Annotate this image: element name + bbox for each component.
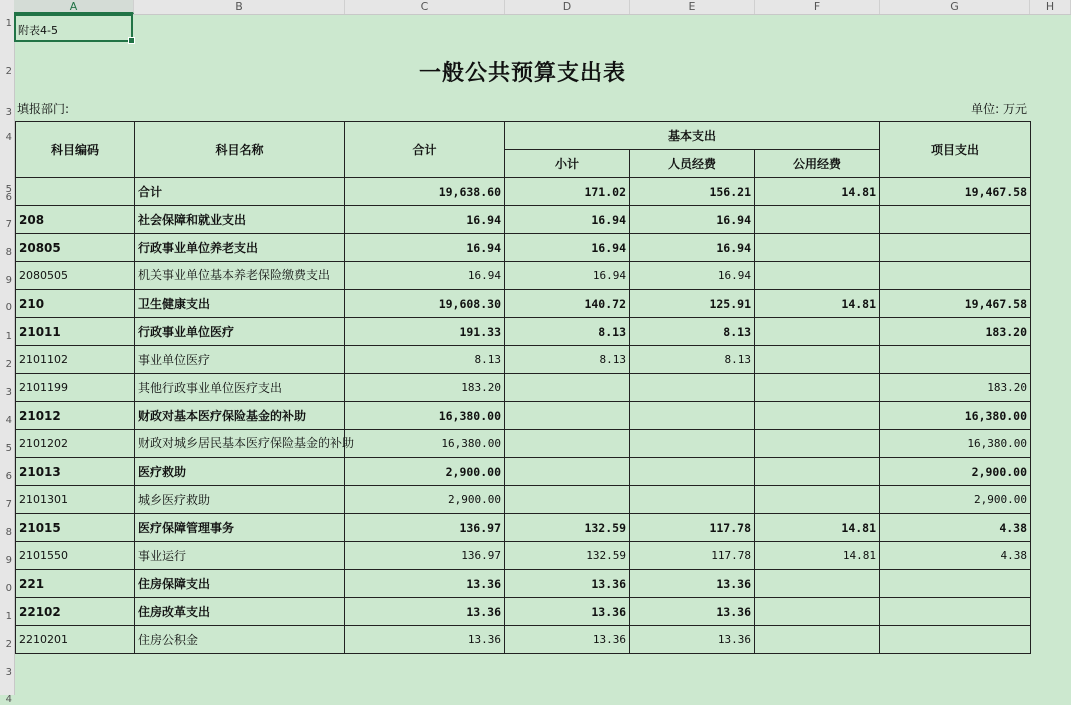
cell-personnel[interactable]: 8.13 [630,318,755,346]
cell-personnel[interactable] [630,458,755,486]
column-header-b[interactable]: B [134,0,345,14]
cell-code[interactable]: 2101301 [16,486,135,514]
table-row [16,346,1031,374]
table-row [16,486,1031,514]
cell-total[interactable]: 16.94 [345,206,505,234]
cell-name[interactable]: 事业单位医疗 [135,346,345,374]
header-public[interactable]: 公用经费 [755,150,880,178]
header-project[interactable]: 项目支出 [880,122,1031,178]
budget-table [15,121,1031,654]
cell-code[interactable]: 2101550 [16,542,135,570]
cell-name[interactable]: 财政对城乡居民基本医疗保险基金的补助 [135,430,345,458]
cell-public[interactable] [755,206,880,234]
column-header-a[interactable]: A [14,0,134,14]
row-header-bar [0,14,15,705]
cell-project[interactable]: 183.20 [880,374,1031,402]
cell-personnel[interactable]: 117.78 [630,514,755,542]
row-header-23[interactable]: 3 [5,667,12,678]
cell-name[interactable]: 行政事业单位医疗 [135,318,345,346]
cell-total[interactable]: 136.97 [345,514,505,542]
cell-total[interactable]: 191.33 [345,318,505,346]
cell-subtotal[interactable]: 13.36 [505,598,630,626]
cell-subtotal[interactable]: 13.36 [505,570,630,598]
header-subtotal[interactable]: 小计 [505,150,630,178]
cell-total[interactable]: 19,608.30 [345,290,505,318]
table-row [16,290,1031,318]
cell-personnel[interactable]: 156.21 [630,178,755,206]
cell-project[interactable]: 183.20 [880,318,1031,346]
cell-code[interactable]: 2080505 [16,262,135,290]
cell-personnel[interactable]: 16.94 [630,262,755,290]
cell-name[interactable]: 住房改革支出 [135,598,345,626]
cell-public[interactable]: 14.81 [755,178,880,206]
cell-name[interactable]: 住房公积金 [135,626,345,654]
table-row [16,542,1031,570]
cell-public[interactable] [755,458,880,486]
cell-code[interactable]: 2101202 [16,430,135,458]
cell-personnel[interactable]: 16.94 [630,234,755,262]
cell-project[interactable]: 4.38 [880,514,1031,542]
cell-project[interactable] [880,262,1031,290]
cell-code[interactable] [16,178,135,206]
row-header-7[interactable]: 7 [5,219,12,230]
cell-subtotal[interactable]: 8.13 [505,318,630,346]
cell-subtotal[interactable]: 132.59 [505,542,630,570]
cell-public[interactable]: 14.81 [755,542,880,570]
cell-total[interactable]: 16,380.00 [345,430,505,458]
header-code[interactable]: 科目编码 [16,122,135,178]
cell-project[interactable]: 2,900.00 [880,486,1031,514]
cell-total[interactable]: 2,900.00 [345,458,505,486]
cell-code[interactable]: 21015 [16,514,135,542]
cell-project[interactable] [880,626,1031,654]
cell-name[interactable]: 行政事业单位养老支出 [135,234,345,262]
cell-code[interactable]: 21011 [16,318,135,346]
cell-total[interactable]: 16,380.00 [345,402,505,430]
cell-personnel[interactable] [630,486,755,514]
row-header-12[interactable]: 2 [5,359,12,370]
column-header-d[interactable]: D [505,0,630,14]
cell-public[interactable] [755,374,880,402]
table-row [16,570,1031,598]
column-header-e[interactable]: E [630,0,755,14]
cell-personnel[interactable]: 13.36 [630,570,755,598]
header-total[interactable]: 合计 [345,122,505,178]
cell-total[interactable]: 13.36 [345,570,505,598]
cell-name[interactable]: 医疗保障管理事务 [135,514,345,542]
cell-name[interactable]: 其他行政事业单位医疗支出 [135,374,345,402]
row-header-24[interactable]: 4 [5,694,12,705]
cell-total[interactable]: 8.13 [345,346,505,374]
column-header-c[interactable]: C [345,0,505,14]
row-header-14[interactable]: 4 [5,415,12,426]
cell-subtotal[interactable]: 13.36 [505,626,630,654]
cell-code[interactable]: 2101102 [16,346,135,374]
cell-total[interactable]: 19,638.60 [345,178,505,206]
cell-subtotal[interactable]: 140.72 [505,290,630,318]
row-header-18[interactable]: 8 [5,527,12,538]
cell-name[interactable]: 城乡医疗救助 [135,486,345,514]
cell-name[interactable]: 事业运行 [135,542,345,570]
cell-public[interactable] [755,570,880,598]
cell-total[interactable]: 183.20 [345,374,505,402]
row-header-1[interactable]: 1 [5,18,12,29]
cell-subtotal[interactable]: 16.94 [505,206,630,234]
cell-total[interactable]: 136.97 [345,542,505,570]
cell-subtotal[interactable]: 8.13 [505,346,630,374]
row-header-21[interactable]: 1 [5,611,12,622]
row-header-15[interactable]: 5 [5,443,12,454]
cell-code[interactable]: 20805 [16,234,135,262]
row-header-20[interactable]: 0 [5,583,12,594]
cell-code[interactable]: 2101199 [16,374,135,402]
cell-subtotal[interactable] [505,430,630,458]
cell-total[interactable]: 16.94 [345,234,505,262]
cell-project[interactable]: 16,380.00 [880,402,1031,430]
cell-personnel[interactable] [630,430,755,458]
column-header-f[interactable]: F [755,0,880,14]
cell-public[interactable] [755,598,880,626]
table-row [16,374,1031,402]
cell-subtotal[interactable]: 171.02 [505,178,630,206]
cell-public[interactable] [755,318,880,346]
fill-handle[interactable] [128,37,135,44]
cell-subtotal[interactable]: 132.59 [505,514,630,542]
cell-subtotal[interactable]: 16.94 [505,262,630,290]
table-row [16,458,1031,486]
cell-project[interactable] [880,234,1031,262]
column-header-g[interactable]: G [880,0,1030,14]
header-personnel[interactable]: 人员经费 [630,150,755,178]
row-header-6[interactable]: 6 [5,192,12,203]
cell-public[interactable] [755,430,880,458]
row-header-8[interactable]: 8 [5,247,12,258]
cell-name[interactable]: 合计 [135,178,345,206]
cell-project[interactable]: 19,467.58 [880,290,1031,318]
sheet-title: 一般公共预算支出表 [418,60,626,86]
cell-code[interactable]: 22102 [16,598,135,626]
cell-name[interactable]: 财政对基本医疗保险基金的补助 [135,402,345,430]
row-header-17[interactable]: 7 [5,499,12,510]
row-header-13[interactable]: 3 [5,387,12,398]
cell-total[interactable]: 13.36 [345,598,505,626]
row-header-11[interactable]: 1 [5,331,12,342]
table-row [16,402,1031,430]
cell-personnel[interactable]: 117.78 [630,542,755,570]
table-row [16,430,1031,458]
dept-label: 填报部门: [17,102,70,116]
cell-project[interactable] [880,570,1031,598]
table-row [16,514,1031,542]
cell-total[interactable]: 13.36 [345,626,505,654]
cell-project[interactable]: 19,467.58 [880,178,1031,206]
cell-project[interactable]: 16,380.00 [880,430,1031,458]
cell-public[interactable] [755,234,880,262]
table-row [16,234,1031,262]
cell-name[interactable]: 医疗救助 [135,458,345,486]
cell-code[interactable]: 221 [16,570,135,598]
cell-name[interactable]: 机关事业单位基本养老保险缴费支出 [135,262,345,290]
cell-project[interactable] [880,206,1031,234]
cell-public[interactable] [755,402,880,430]
column-header-bar [0,0,1071,15]
row-header-10[interactable]: 0 [5,302,12,313]
cell-personnel[interactable]: 13.36 [630,626,755,654]
cell-total[interactable]: 2,900.00 [345,486,505,514]
row-header-5[interactable]: 5 [5,184,12,195]
row-header-19[interactable]: 9 [5,555,12,566]
cell-total[interactable]: 16.94 [345,262,505,290]
cell-public[interactable] [755,486,880,514]
cell-subtotal[interactable] [505,374,630,402]
row-header-22[interactable]: 2 [5,639,12,650]
cell-project[interactable]: 4.38 [880,542,1031,570]
cell-a1-text: 附表4-5 [18,24,58,37]
cell-public[interactable]: 14.81 [755,290,880,318]
cell-name[interactable]: 住房保障支出 [135,570,345,598]
cell-name[interactable]: 卫生健康支出 [135,290,345,318]
cell-name[interactable]: 社会保障和就业支出 [135,206,345,234]
header-basic[interactable]: 基本支出 [505,122,880,150]
table-row [16,626,1031,654]
cell-personnel[interactable]: 8.13 [630,346,755,374]
cell-code[interactable]: 210 [16,290,135,318]
cell-subtotal[interactable] [505,402,630,430]
table-row [16,598,1031,626]
row-header-9[interactable]: 9 [5,275,12,286]
cell-public[interactable] [755,346,880,374]
cell-code[interactable]: 21013 [16,458,135,486]
cell-public[interactable] [755,626,880,654]
cell-code[interactable]: 208 [16,206,135,234]
cell-project[interactable] [880,598,1031,626]
cell-project[interactable] [880,346,1031,374]
cell-subtotal[interactable]: 16.94 [505,234,630,262]
unit-label: 单位: 万元 [971,102,1027,116]
cell-subtotal[interactable] [505,486,630,514]
table-row [16,262,1031,290]
cell-personnel[interactable] [630,402,755,430]
row-header-2[interactable]: 2 [5,66,12,77]
cell-public[interactable] [755,262,880,290]
cell-code[interactable]: 21012 [16,402,135,430]
cell-personnel[interactable]: 125.91 [630,290,755,318]
cell-public[interactable]: 14.81 [755,514,880,542]
cell-subtotal[interactable] [505,458,630,486]
row-header-3[interactable]: 3 [5,107,12,118]
column-header-h[interactable]: H [1030,0,1071,14]
row-header-4[interactable]: 4 [5,132,12,143]
cell-personnel[interactable]: 13.36 [630,598,755,626]
table-row [16,318,1031,346]
cell-project[interactable]: 2,900.00 [880,458,1031,486]
cell-personnel[interactable] [630,374,755,402]
cell-code[interactable]: 2210201 [16,626,135,654]
table-row [16,206,1031,234]
header-name[interactable]: 科目名称 [135,122,345,178]
row-header-16[interactable]: 6 [5,471,12,482]
table-row [16,178,1031,206]
cell-personnel[interactable]: 16.94 [630,206,755,234]
